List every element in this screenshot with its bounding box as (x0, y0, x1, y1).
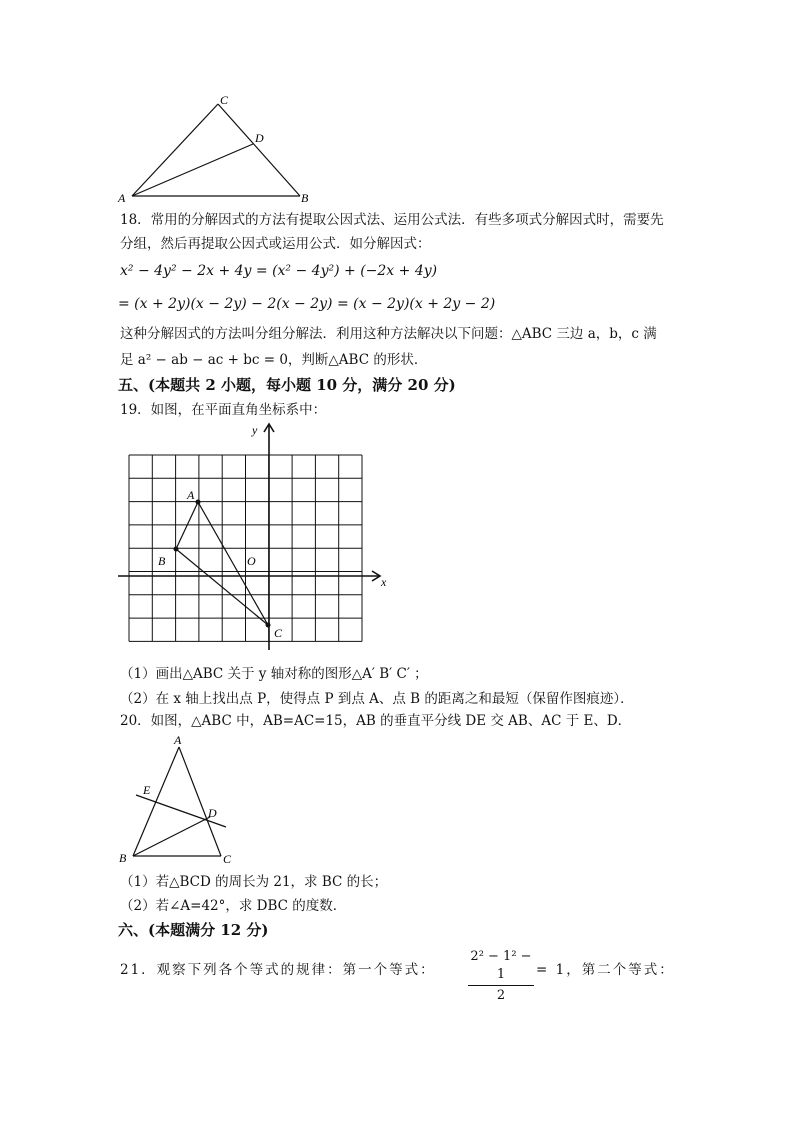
tri-label-b: B (119, 851, 127, 865)
label-c: C (220, 93, 229, 107)
label-a: A (118, 191, 126, 204)
q20-part2: （2）若∠A=42°，求 DBC 的度数． (120, 898, 347, 914)
q20-part1: （1）若△BCD 的周长为 21，求 BC 的长； (120, 874, 388, 890)
label-b: B (301, 191, 309, 204)
triangle-abc-figure (110, 92, 330, 204)
section5-heading: 五、(本题共 2 小题，每小题 10 分，满分 20 分) (118, 376, 456, 394)
segment-bd (133, 817, 210, 856)
side-ac-tri (179, 747, 221, 856)
fraction-denominator: 2 (496, 988, 506, 1003)
q19-part2: （2）在 x 轴上找出点 P，使得点 P 到点 A、点 B 的距离之和最短（保留作图痕迹）． (120, 691, 634, 707)
q21-fraction (468, 948, 534, 1005)
q18-line2: 分组，然后再提取公因式或运用公式．如分解因式： (120, 236, 431, 252)
q20-intro: 20．如图，△ABC 中，AB=AC=15，AB 的垂直平分线 DE 交 AB、AC 于 E、D． (120, 713, 632, 729)
point-b (174, 547, 179, 552)
q18-line4: 足 a² − ab − ac + bc = 0，判断△ABC 的形状． (120, 352, 428, 368)
fraction-numerator: 2² − 1² − 1 (470, 949, 532, 982)
y-axis-label: y (252, 423, 258, 437)
tri-label-d: D (208, 806, 217, 820)
grid-label-a: A (187, 488, 195, 502)
side-ab-grid (176, 502, 198, 549)
side-cb (218, 104, 300, 196)
grid-label-b: B (158, 554, 166, 568)
q18-line3: 这种分解因式的方法叫分组分解法．利用这种方法解决以下问题：△ABC 三边 a，b，c 满 (120, 326, 657, 342)
tri-label-c: C (223, 852, 232, 866)
grid-label-c: C (274, 626, 283, 640)
point-a (196, 500, 201, 505)
q18-equation2: = (x + 2y)(x − 2y) − 2(x − 2y) = (x − 2y)(x + 2y − 2) (118, 296, 496, 312)
q21-text-end: = 1，第二个等式： (536, 962, 675, 978)
q18-equation1: x² − 4y² − 2x + 4y = (x² − 4y²) + (−2x + 4y) (120, 263, 438, 279)
segment-ad (132, 144, 253, 196)
label-d: D (255, 131, 264, 145)
grid-lines (129, 455, 362, 641)
x-axis-label: x (381, 575, 387, 589)
section6-heading: 六、(本题满分 12 分) (118, 921, 269, 939)
tri-label-a: A (174, 733, 182, 747)
origin-label: O (247, 554, 256, 568)
q19-intro: 19．如图，在平面直角坐标系中： (120, 402, 327, 418)
side-ac (132, 104, 218, 196)
isosceles-triangle-figure (112, 732, 242, 870)
q18-line1: 18．常用的分解因式的方法有提取公因式法、运用公式法．有些多项式分解因式时，需要先 (120, 212, 664, 228)
point-c (266, 623, 271, 628)
side-ac-grid (198, 502, 268, 625)
coordinate-grid-figure (118, 420, 398, 655)
q19-part1: （1）画出△ABC 关于 y 轴对称的图形△A′ B′ C′ ； (120, 666, 428, 682)
tri-label-e: E (143, 783, 151, 797)
q21-text-start: 21．观察下列各个等式的规律：第一个等式： (120, 962, 436, 978)
